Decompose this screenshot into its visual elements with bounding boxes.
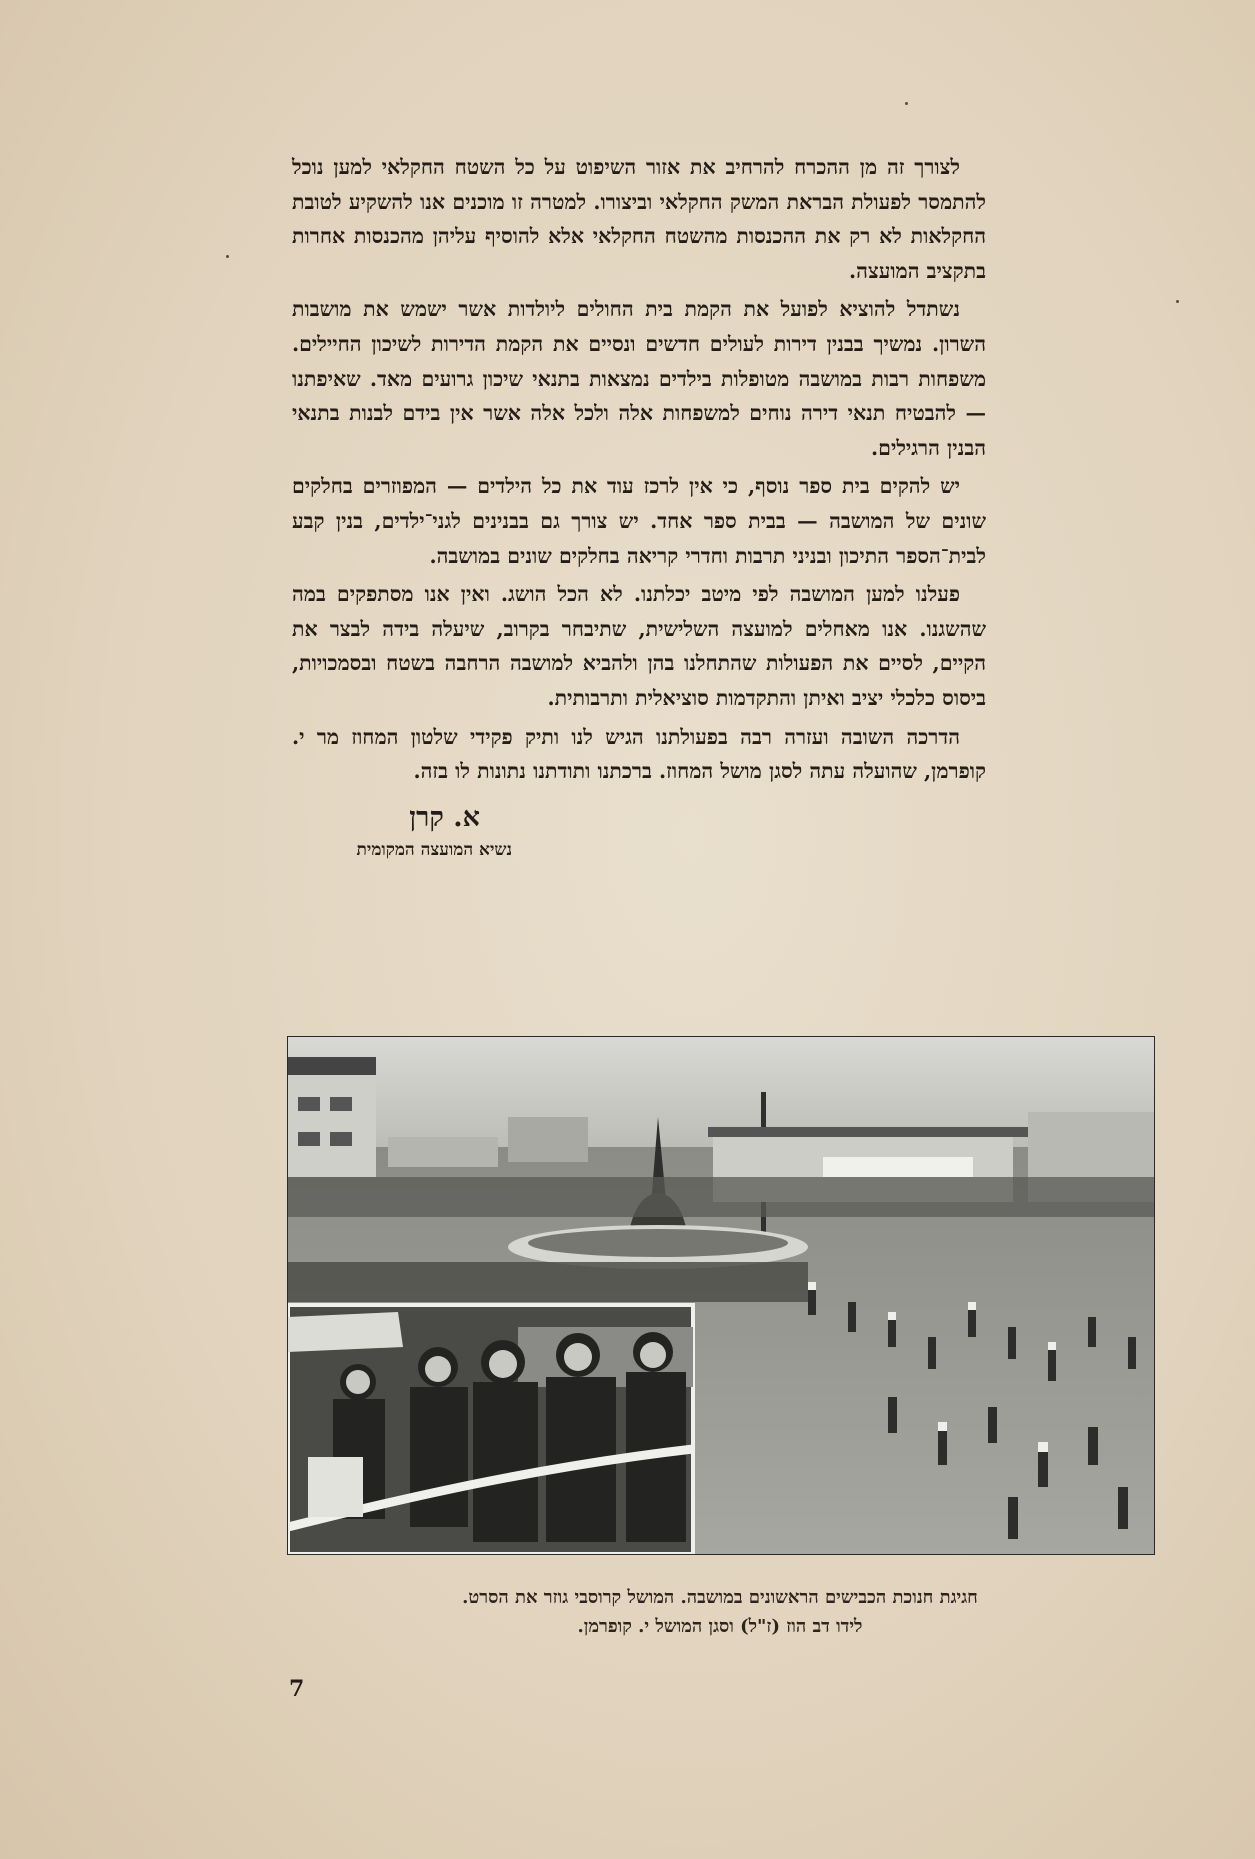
paper-speck [226,255,229,258]
page-number: 7 [289,1676,305,1702]
signature-title: נשיא המועצה המקומית [356,840,512,860]
ceremony-photo [287,1036,1155,1555]
paragraph-1: לצורך זה מן ההכרח להרחיב את אזור השיפוט על כל השטח החקלאי למען נוכל להתמסר לפעולת הבראת המשק החקלאי וביצורו. למטרה זו מוכנים אנו להשקיע לטובת החקלאות לא רק את ההכנסות מהשטח החקלאי אלא להוסיף עליהן מהכנסות אחרות בתקציב המועצה. [292,155,986,283]
paragraph-5: הדרכה השובה ועזרה רבה בפעולתנו הגיש לנו ותיק פקידי שלטון המחוז מר י. קופרמן, שהועלה עתה לסגן מושל המחוז. ברכתנו ותודתנו נתונות לו בזה. [292,724,986,784]
photo-caption [330,1583,1110,1641]
article-body [292,150,986,793]
caption-line-2: לידו דב הוז (ז"ל) וסגן המושל י. קופרמן. [577,1616,863,1637]
paper-speck [1176,300,1179,303]
paper-speck [905,102,908,105]
signature-name: א. קרן [409,802,480,833]
paragraph-3: יש להקים בית ספר נוסף, כי אין לרכז עוד את כל הילדים — המפוזרים בחלקים שונים של המושבה — בבית ספר אחד. יש צורך גם בבנינים לגני־ילדים, בנין קבע לבית־הספר התיכון ובניני תרבות וחדרי קריאה בחלקים שונים במושבה. [292,474,986,568]
paragraph-4: פעלנו למען המושבה לפי מיטב יכלתנו. לא הכל הושג. ואין אנו מסתפקים במה שהשגנו. אנו מאחלים למועצה השלישית, שתיבחר בקרוב, שיעלה בידה לבצר את הקיים, לסיים את הפעולות שהתחלנו בהן ולהביא למושבה הרחבה בשטח ובסמכויות, ביסוס כלכלי יציב ואיתן והתקדמות סוציאלית ותרבותית. [292,582,986,710]
photo-illustration [288,1037,1154,1554]
caption-line-1: חגיגת חנוכת הכבישים הראשונים במושבה. המושל קרוסבי גוזר את הסרט. [462,1587,978,1608]
paragraph-2: נשתדל להוציא לפועל את הקמת בית החולים ליולדות אשר ישמש את מושבות השרון. נמשיך בבנין דירות לעולים חדשים ונסיים את הקמת הדירות לשיכון החיילים. משפחות רבות במושבה מטופלות בילדים נמצאות בתנאי שיכון גרועים מאד. שאיפתנו — להבטיח תנאי דירה נוחים למשפחות אלה ולכל אלה אשר אין בידם לבנות בתנאי הבנין הרגילים. [292,297,986,460]
